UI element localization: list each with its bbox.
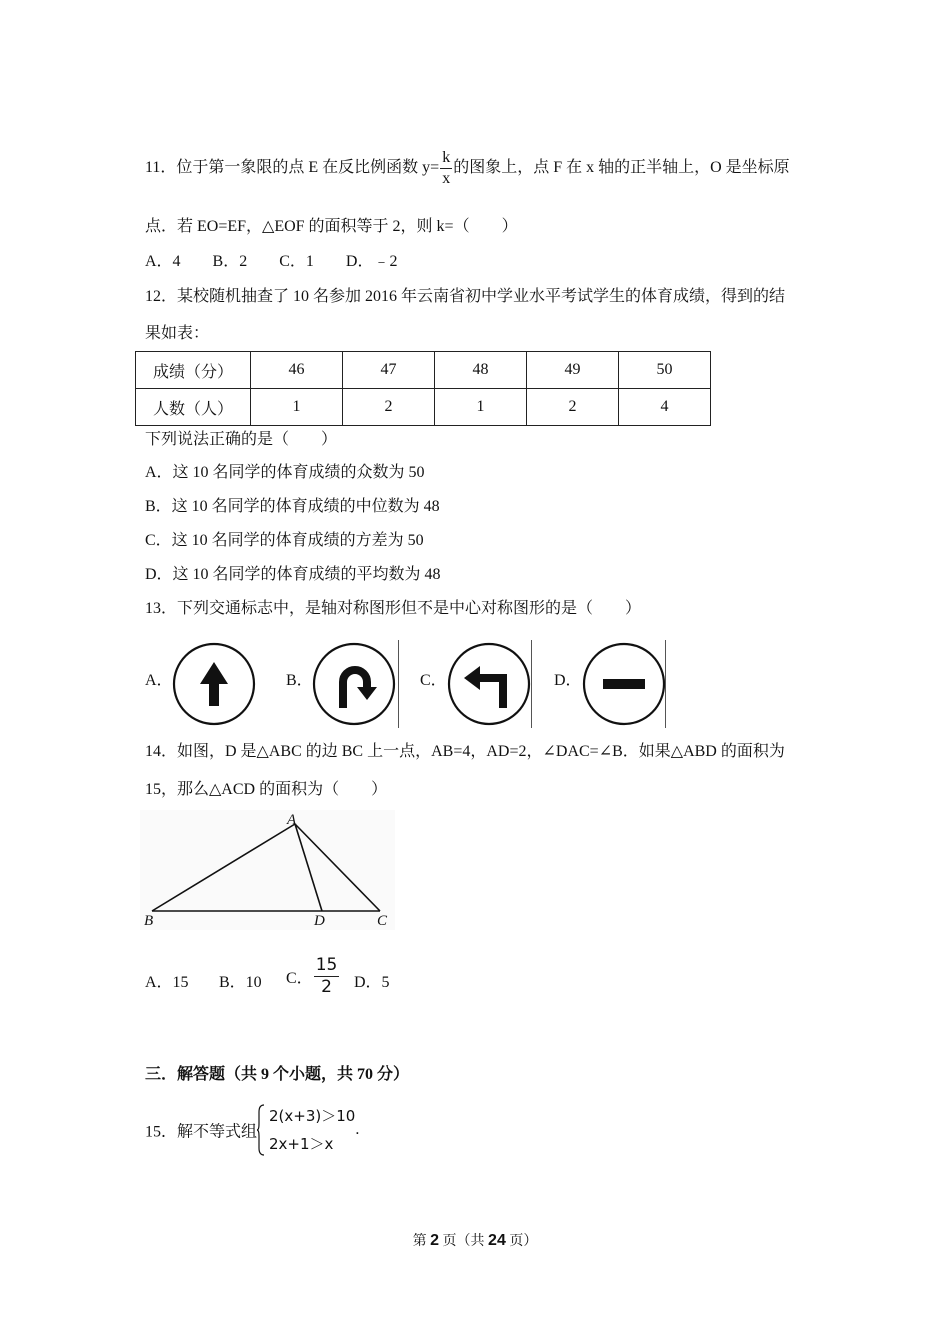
q11-line2: 点．若 EO=EF，△EOF 的面积等于 2，则 k=（ ） — [145, 218, 518, 235]
footer-total-pages: 24 — [488, 1232, 506, 1249]
q13-stem: 13．下列交通标志中，是轴对称图形但不是中心对称图形的是（ ） — [145, 600, 642, 617]
q11-line1 — [145, 150, 790, 187]
q13-label-b: B． — [286, 672, 313, 689]
vertex-label-d: D — [314, 913, 325, 929]
q12-option-d: D．这 10 名同学的体育成绩的平均数为 48 — [145, 566, 441, 583]
fraction-denominator: x — [442, 170, 451, 187]
q14-line1: 14．如图，D 是△ABC 的边 BC 上一点，AB=4，AD=2，∠DAC=∠B．如果△ABD 的面积为 — [145, 743, 785, 760]
q14-option-a: A．15 — [145, 974, 189, 991]
table-cell: 2 — [343, 389, 435, 426]
q12-line1: 12．某校随机抽查了 10 名参加 2016 年云南省初中学业水平考试学生的体育成绩，得到的结 — [145, 288, 786, 305]
page-footer — [0, 1230, 950, 1250]
fifteen-halves-fraction — [314, 957, 340, 996]
q15-line — [145, 1102, 359, 1158]
score-table — [135, 351, 711, 426]
q15-stem: 15．解不等式组 — [145, 1123, 258, 1141]
q11-text-b: 的图象上，点 F 在 x 轴的正半轴上，O 是坐标原 — [453, 159, 790, 177]
fraction-numerator: k — [440, 150, 452, 169]
footer-suffix: 页） — [505, 1234, 538, 1249]
image-edge-divider — [398, 640, 399, 728]
fraction-numerator: 15 — [315, 955, 338, 975]
k-over-x-fraction — [440, 150, 452, 187]
vertex-label-a: A — [287, 812, 297, 828]
q13-label-c: C． — [420, 672, 447, 689]
table-row — [136, 352, 711, 389]
table-cell: 4 — [619, 389, 711, 426]
table-cell: 1 — [251, 389, 343, 426]
q12-option-b: B．这 10 名同学的体育成绩的中位数为 48 — [145, 498, 440, 515]
table-cell: 46 — [251, 352, 343, 389]
q12-option-c: C．这 10 名同学的体育成绩的方差为 50 — [145, 532, 424, 549]
q14-option-d: D．5 — [354, 974, 390, 991]
u-turn-sign-icon — [312, 642, 396, 726]
q12-line2: 果如表： — [145, 325, 210, 342]
table-cell: 49 — [527, 352, 619, 389]
q14-line2: 15，那么△ACD 的面积为（ ） — [145, 781, 388, 798]
q14-option-c — [286, 957, 340, 996]
left-brace-icon — [257, 1104, 265, 1156]
footer-prefix: 第 — [412, 1234, 431, 1249]
inequality-1: 2(x+3)＞10 — [269, 1107, 356, 1125]
q13-label-d: D． — [554, 672, 582, 689]
table-cell: 50 — [619, 352, 711, 389]
footer-page-number: 2 — [430, 1232, 440, 1249]
q12-option-a: A．这 10 名同学的体育成绩的众数为 50 — [145, 464, 425, 481]
table-cell: 2 — [527, 389, 619, 426]
inequality-2: 2x+1＞x — [269, 1135, 334, 1153]
q11-options: A．4 B．2 C．1 D．﹣2 — [145, 253, 398, 270]
q12-stem: 下列说法正确的是（ ） — [145, 431, 338, 448]
left-turn-sign-icon — [447, 642, 531, 726]
straight-arrow-sign-icon — [172, 642, 256, 726]
image-edge-divider — [665, 640, 666, 728]
vertex-label-b: B — [144, 913, 154, 929]
no-entry-bar-sign-icon — [582, 642, 666, 726]
q11-text-a: 11．位于第一象限的点 E 在反比例函数 y= — [145, 159, 440, 177]
vertex-label-c: C — [377, 913, 388, 929]
table-cell: 47 — [343, 352, 435, 389]
q14-option-b: B．10 — [219, 974, 262, 991]
inequality-system — [257, 1102, 355, 1158]
q15-end-period: . — [355, 1121, 360, 1138]
triangle-abc-figure — [140, 810, 395, 930]
section-title: 三．解答题（共 9 个小题，共 70 分） — [145, 1066, 410, 1083]
table-header-cell: 成绩（分） — [136, 352, 251, 389]
image-edge-divider — [531, 640, 532, 728]
table-cell: 48 — [435, 352, 527, 389]
q14-option-c-label: C． — [286, 970, 313, 987]
footer-middle: 页（共 — [439, 1234, 489, 1249]
table-header-cell: 人数（人） — [136, 389, 251, 426]
table-cell: 1 — [435, 389, 527, 426]
table-row — [136, 389, 711, 426]
fraction-denominator: 2 — [321, 977, 332, 997]
q13-label-a: A． — [145, 672, 173, 689]
